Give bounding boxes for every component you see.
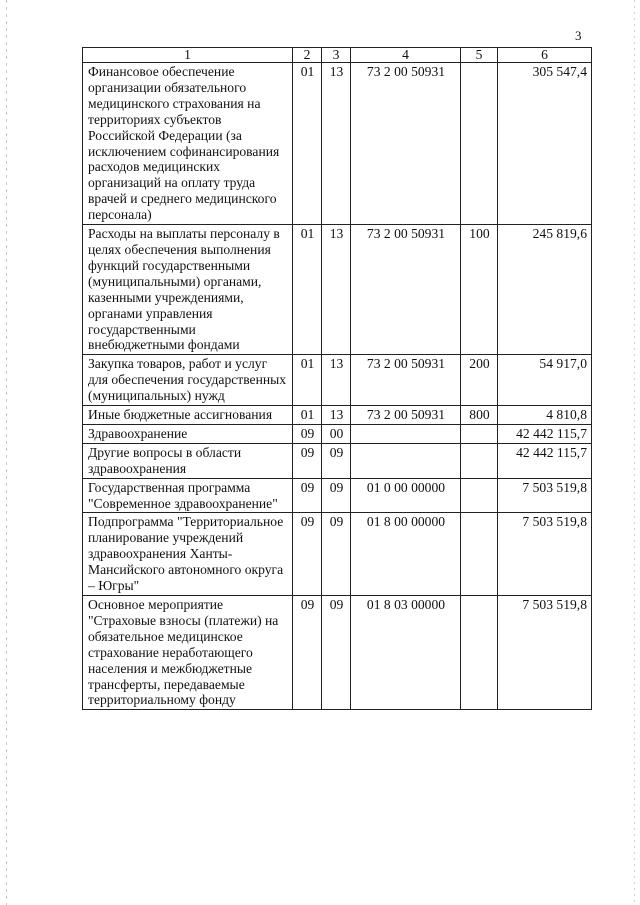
expense-type-code-cell [461, 513, 498, 596]
table-row [83, 355, 592, 406]
amount-cell: 7 503 519,8 [498, 596, 592, 710]
target-item-code-cell [351, 424, 461, 443]
column-header: 1 [83, 48, 293, 63]
amount-cell: 42 442 115,7 [498, 424, 592, 443]
section-code-cell: 09 [293, 478, 322, 513]
expense-type-code-cell [461, 596, 498, 710]
target-item-code-cell: 01 0 00 00000 [351, 478, 461, 513]
scan-edge-right [634, 0, 635, 905]
table-row [83, 596, 592, 710]
expense-type-code-cell [461, 443, 498, 478]
section-code-cell: 09 [293, 513, 322, 596]
amount-cell: 7 503 519,8 [498, 478, 592, 513]
table-row [83, 478, 592, 513]
section-code-cell: 01 [293, 225, 322, 355]
subsection-code-cell: 09 [322, 443, 351, 478]
table-row [83, 513, 592, 596]
row-name-cell: Закупка товаров, работ и услуг для обеспечения государственных (муниципальных) нужд [83, 355, 293, 406]
section-code-cell: 01 [293, 63, 322, 225]
subsection-code-cell: 13 [322, 63, 351, 225]
row-name-cell: Расходы на выплаты персоналу в целях обеспечения выполнения функций государственными (муниципальными) органами, казенными учреждениями, органами управления государственными внебюджетными фондами [83, 225, 293, 355]
column-header: 6 [498, 48, 592, 63]
target-item-code-cell: 73 2 00 50931 [351, 225, 461, 355]
subsection-code-cell: 09 [322, 478, 351, 513]
section-code-cell: 01 [293, 355, 322, 406]
page-number: 3 [575, 28, 582, 43]
column-header: 5 [461, 48, 498, 63]
row-name-cell: Другие вопросы в области здравоохранения [83, 443, 293, 478]
target-item-code-cell [351, 443, 461, 478]
section-code-cell: 09 [293, 443, 322, 478]
table-row [83, 443, 592, 478]
subsection-code-cell: 13 [322, 406, 351, 425]
column-header: 2 [293, 48, 322, 63]
scan-edge-left [6, 0, 7, 905]
section-code-cell: 09 [293, 424, 322, 443]
subsection-code-cell: 09 [322, 596, 351, 710]
table-row [83, 424, 592, 443]
target-item-code-cell: 01 8 03 00000 [351, 596, 461, 710]
row-name-cell: Основное мероприятие "Страховые взносы (платежи) на обязательное медицинское страхование неработающего населения и межбюджетные трансферты, передаваемые территориальному фонду [83, 596, 293, 710]
target-item-code-cell: 73 2 00 50931 [351, 63, 461, 225]
column-header: 3 [322, 48, 351, 63]
subsection-code-cell: 13 [322, 225, 351, 355]
amount-cell: 7 503 519,8 [498, 513, 592, 596]
column-header: 4 [351, 48, 461, 63]
amount-cell: 42 442 115,7 [498, 443, 592, 478]
expense-type-code-cell: 100 [461, 225, 498, 355]
table-header-row [83, 48, 592, 63]
expense-type-code-cell: 200 [461, 355, 498, 406]
subsection-code-cell: 13 [322, 355, 351, 406]
budget-table [82, 47, 592, 710]
row-name-cell: Иные бюджетные ассигнования [83, 406, 293, 425]
expense-type-code-cell [461, 63, 498, 225]
subsection-code-cell: 00 [322, 424, 351, 443]
amount-cell: 54 917,0 [498, 355, 592, 406]
table-row [83, 406, 592, 425]
amount-cell: 305 547,4 [498, 63, 592, 225]
subsection-code-cell: 09 [322, 513, 351, 596]
row-name-cell: Финансовое обеспечение организации обязательного медицинского страхования на территориях субъектов Российской Федерации (за исключением софинансирования расходов медицинских организаций на оплату труда врачей и среднего медицинского персонала) [83, 63, 293, 225]
table-row [83, 63, 592, 225]
expense-type-code-cell [461, 478, 498, 513]
target-item-code-cell: 01 8 00 00000 [351, 513, 461, 596]
row-name-cell: Государственная программа "Современное здравоохранение" [83, 478, 293, 513]
expense-type-code-cell: 800 [461, 406, 498, 425]
section-code-cell: 01 [293, 406, 322, 425]
amount-cell: 4 810,8 [498, 406, 592, 425]
row-name-cell: Здравоохранение [83, 424, 293, 443]
row-name-cell: Подпрограмма "Территориальное планирование учреждений здравоохранения Ханты-Мансийского автономного округа – Югры" [83, 513, 293, 596]
expense-type-code-cell [461, 424, 498, 443]
target-item-code-cell: 73 2 00 50931 [351, 406, 461, 425]
target-item-code-cell: 73 2 00 50931 [351, 355, 461, 406]
table-row [83, 225, 592, 355]
section-code-cell: 09 [293, 596, 322, 710]
amount-cell: 245 819,6 [498, 225, 592, 355]
